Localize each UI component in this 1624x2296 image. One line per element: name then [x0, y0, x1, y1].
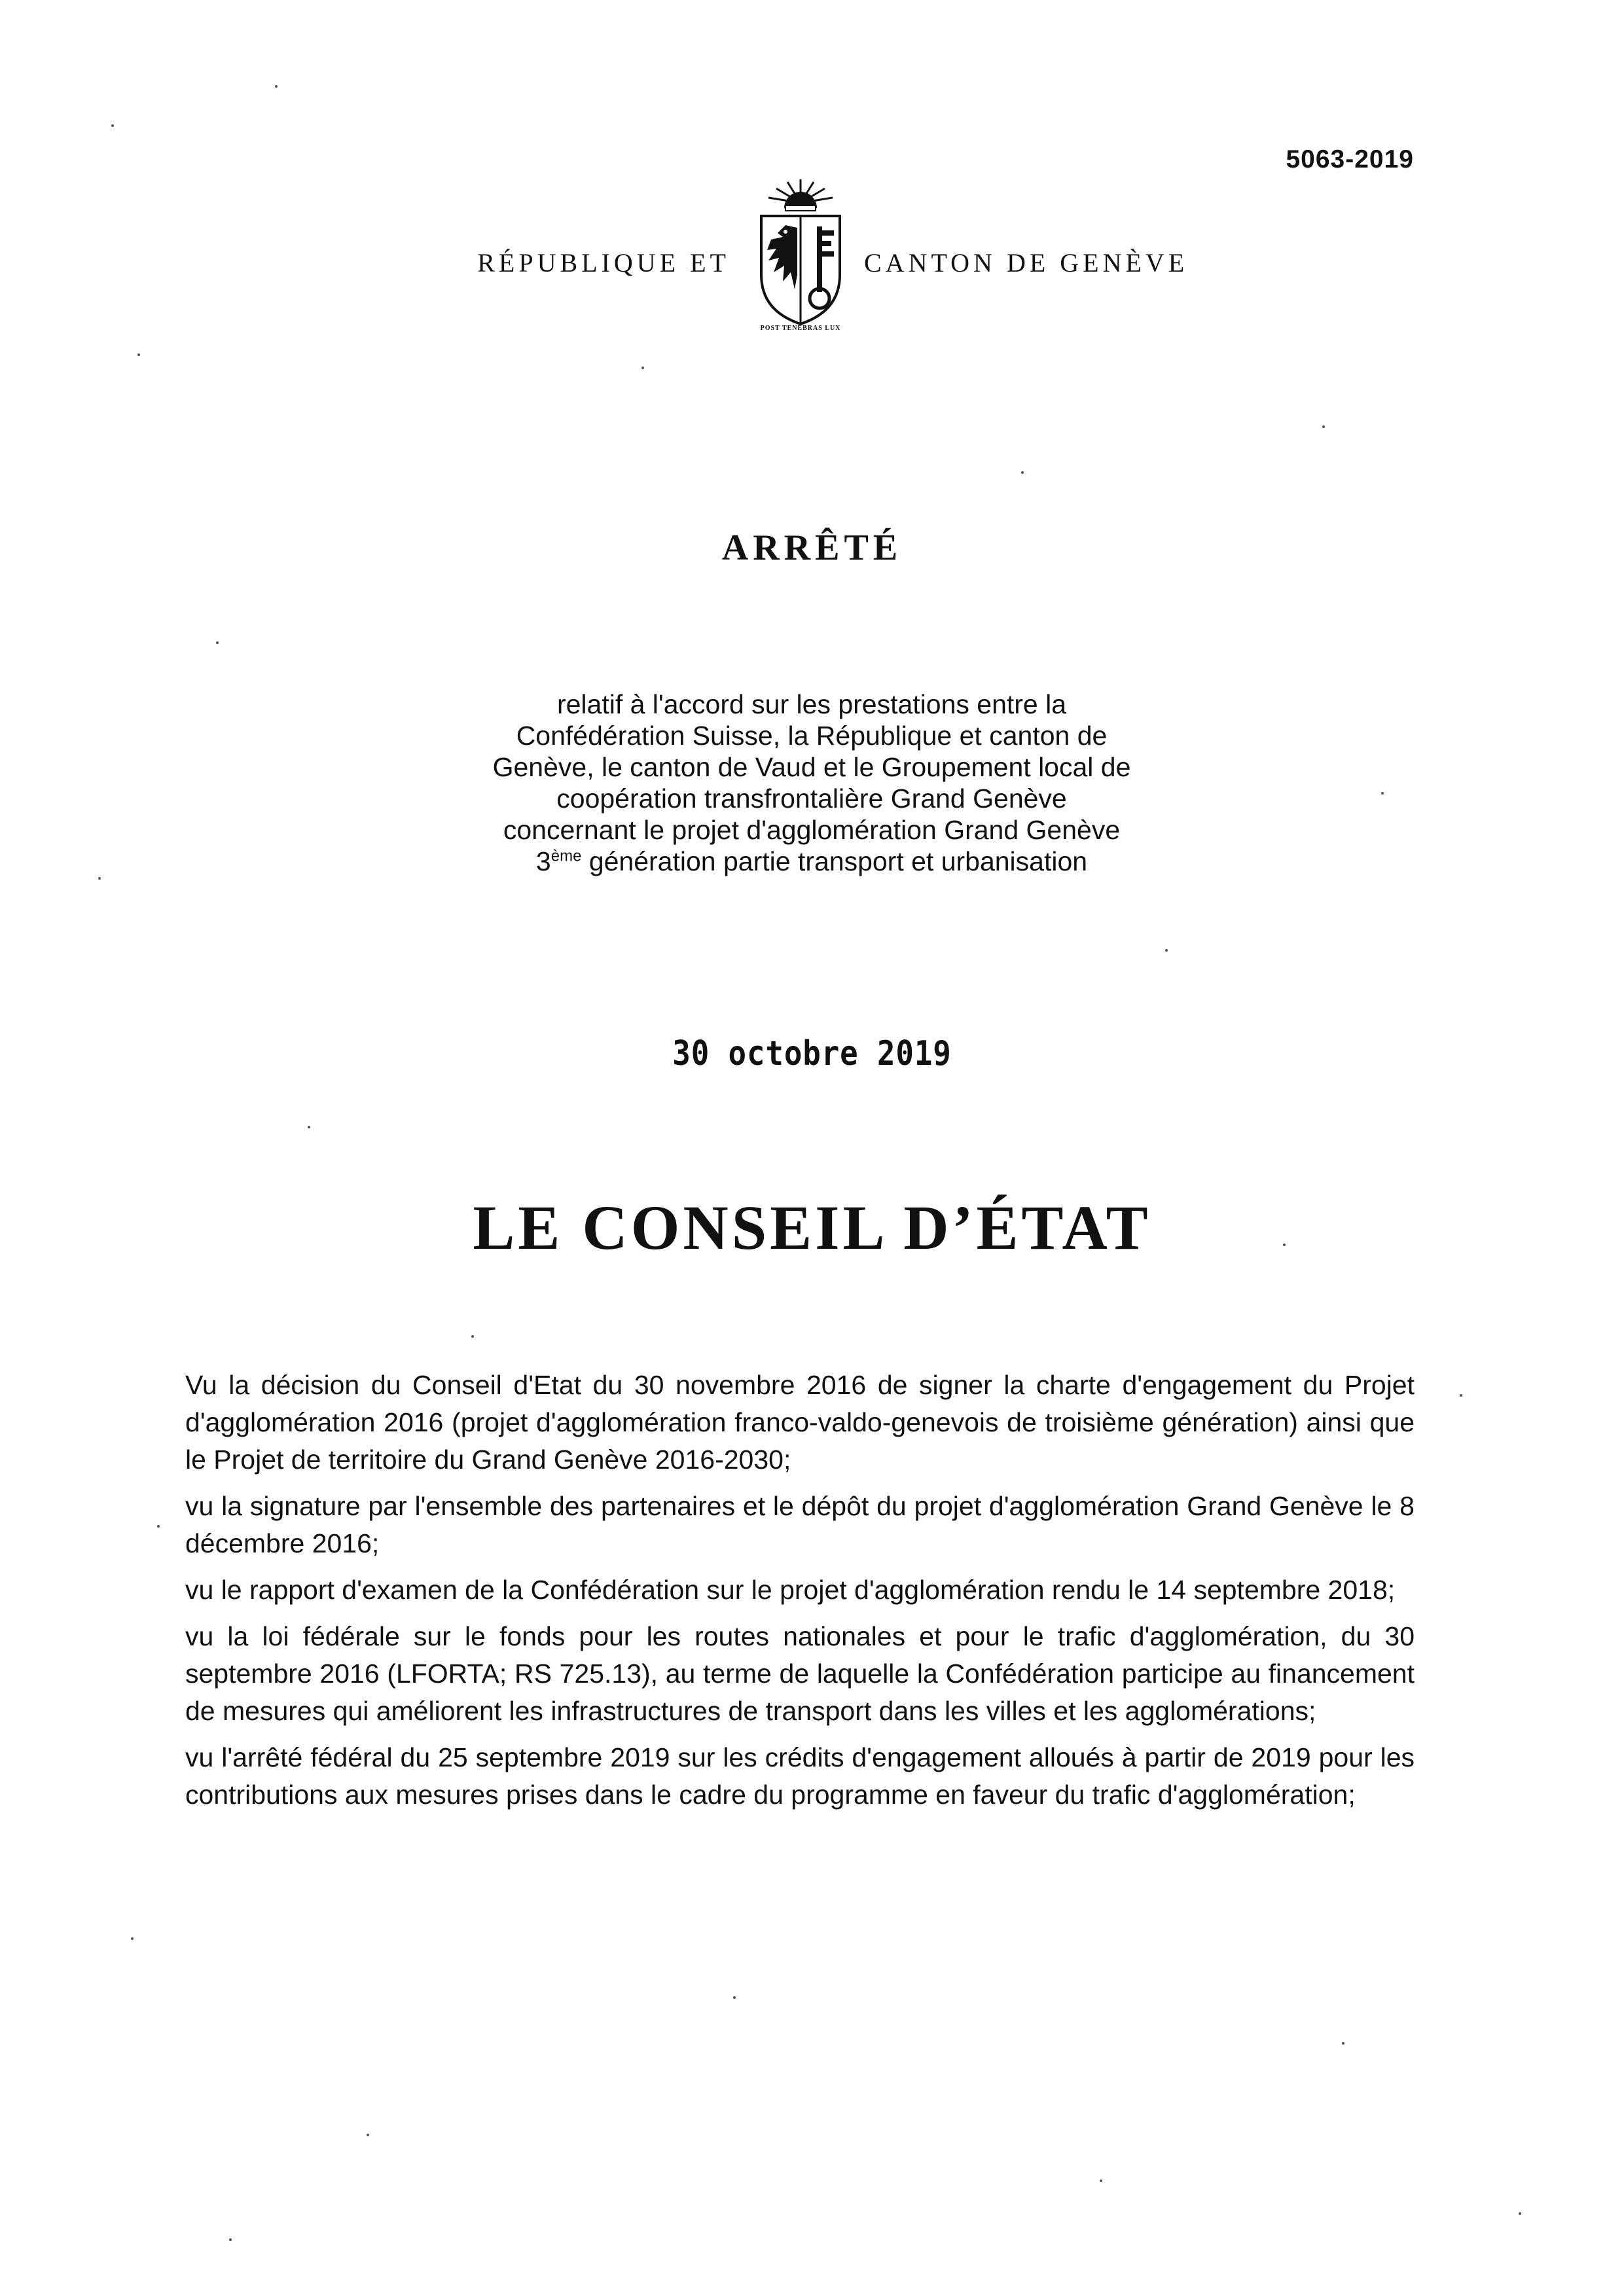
letterhead: [0, 177, 1624, 340]
crest-motto: POST TENEBRAS LUX: [760, 325, 841, 332]
letterhead-left: RÉPUBLIQUE ET: [477, 248, 730, 278]
scan-speck: [275, 85, 278, 88]
considerants-list: [185, 1367, 1415, 1823]
scan-speck: [367, 2134, 369, 2136]
considerant-item: vu la signature par l'ensemble des partenaires et le dépôt du projet d'agglomération Grand Genève le 8 décembre 2016;: [185, 1491, 1415, 1558]
subject-line-last: [373, 846, 1250, 877]
arrete-heading: ARRÊTÉ: [721, 528, 903, 568]
scan-speck: [1283, 1244, 1286, 1246]
scan-speck: [733, 1996, 736, 1999]
stamped-date: 30 octobre 2019: [672, 1034, 952, 1073]
geneva-coat-of-arms-icon: [751, 177, 850, 340]
scan-speck: [1460, 1394, 1462, 1397]
scan-speck: [131, 1937, 134, 1940]
scan-speck: [216, 641, 219, 644]
scan-speck: [229, 2238, 232, 2241]
considerant-item: Vu la décision du Conseil d'Etat du 30 novembre 2016 de signer la charte d'engagement du Projet d'agglomération 2016 (projet d'agglomération franco-valdo-genevois de troisième génération) ainsi que le Projet de territoire du Grand Genève 2016-2030;: [185, 1370, 1415, 1475]
subject-line: relatif à l'accord sur les prestations entre la: [556, 689, 1067, 719]
scan-speck: [1322, 425, 1325, 428]
scan-speck: [157, 1525, 160, 1528]
scan-speck: [1519, 2212, 1521, 2215]
scan-speck: [1021, 471, 1024, 474]
generation-number: 3: [535, 846, 551, 876]
considerant-item: vu le rapport d'examen de la Confédération sur le projet d'agglomération rendu le 14 septembre 2018;: [185, 1575, 1396, 1605]
scan-speck: [1342, 2042, 1344, 2045]
scan-speck: [1381, 792, 1384, 795]
scan-speck: [641, 367, 644, 369]
arrete-subject: [373, 689, 1250, 877]
scan-speck: [1165, 949, 1168, 952]
considerant-item: vu l'arrêté fédéral du 25 septembre 2019 sur les crédits d'engagement alloués à partir de 2019 pour les contributions aux mesures prises dans le cadre du programme en faveur du trafic d'agglomération;: [185, 1742, 1415, 1810]
letterhead-right: CANTON DE GENÈVE: [864, 248, 1189, 278]
document-number: 5063-2019: [1286, 145, 1414, 173]
generation-ordinal: ème: [550, 847, 582, 865]
considerant-item: vu la loi fédérale sur le fonds pour les routes nationales et pour le trafic d'agglomération, du 30 septembre 2016 (LFORTA; RS 725.13), au terme de laquelle la Confédération participe au financement de mesures qui améliorent les infrastructures de transport dans les villes et les agglomérations;: [185, 1621, 1415, 1726]
subject-line: coopération transfrontalière Grand Genève: [556, 783, 1067, 814]
scan-speck: [471, 1335, 474, 1338]
scan-speck: [111, 124, 114, 127]
scan-speck: [98, 877, 101, 880]
scan-speck: [137, 353, 140, 356]
subject-line: Genève, le canton de Vaud et le Groupement local de: [492, 752, 1131, 782]
subject-line: concernant le projet d'agglomération Grand Genève: [503, 815, 1121, 845]
council-heading: LE CONSEIL D’ÉTAT: [473, 1193, 1151, 1263]
scan-speck: [1100, 2179, 1102, 2182]
subject-line-rest: génération partie transport et urbanisation: [581, 846, 1088, 876]
scan-speck: [308, 1126, 310, 1128]
subject-line: Confédération Suisse, la République et canton de: [516, 721, 1108, 751]
